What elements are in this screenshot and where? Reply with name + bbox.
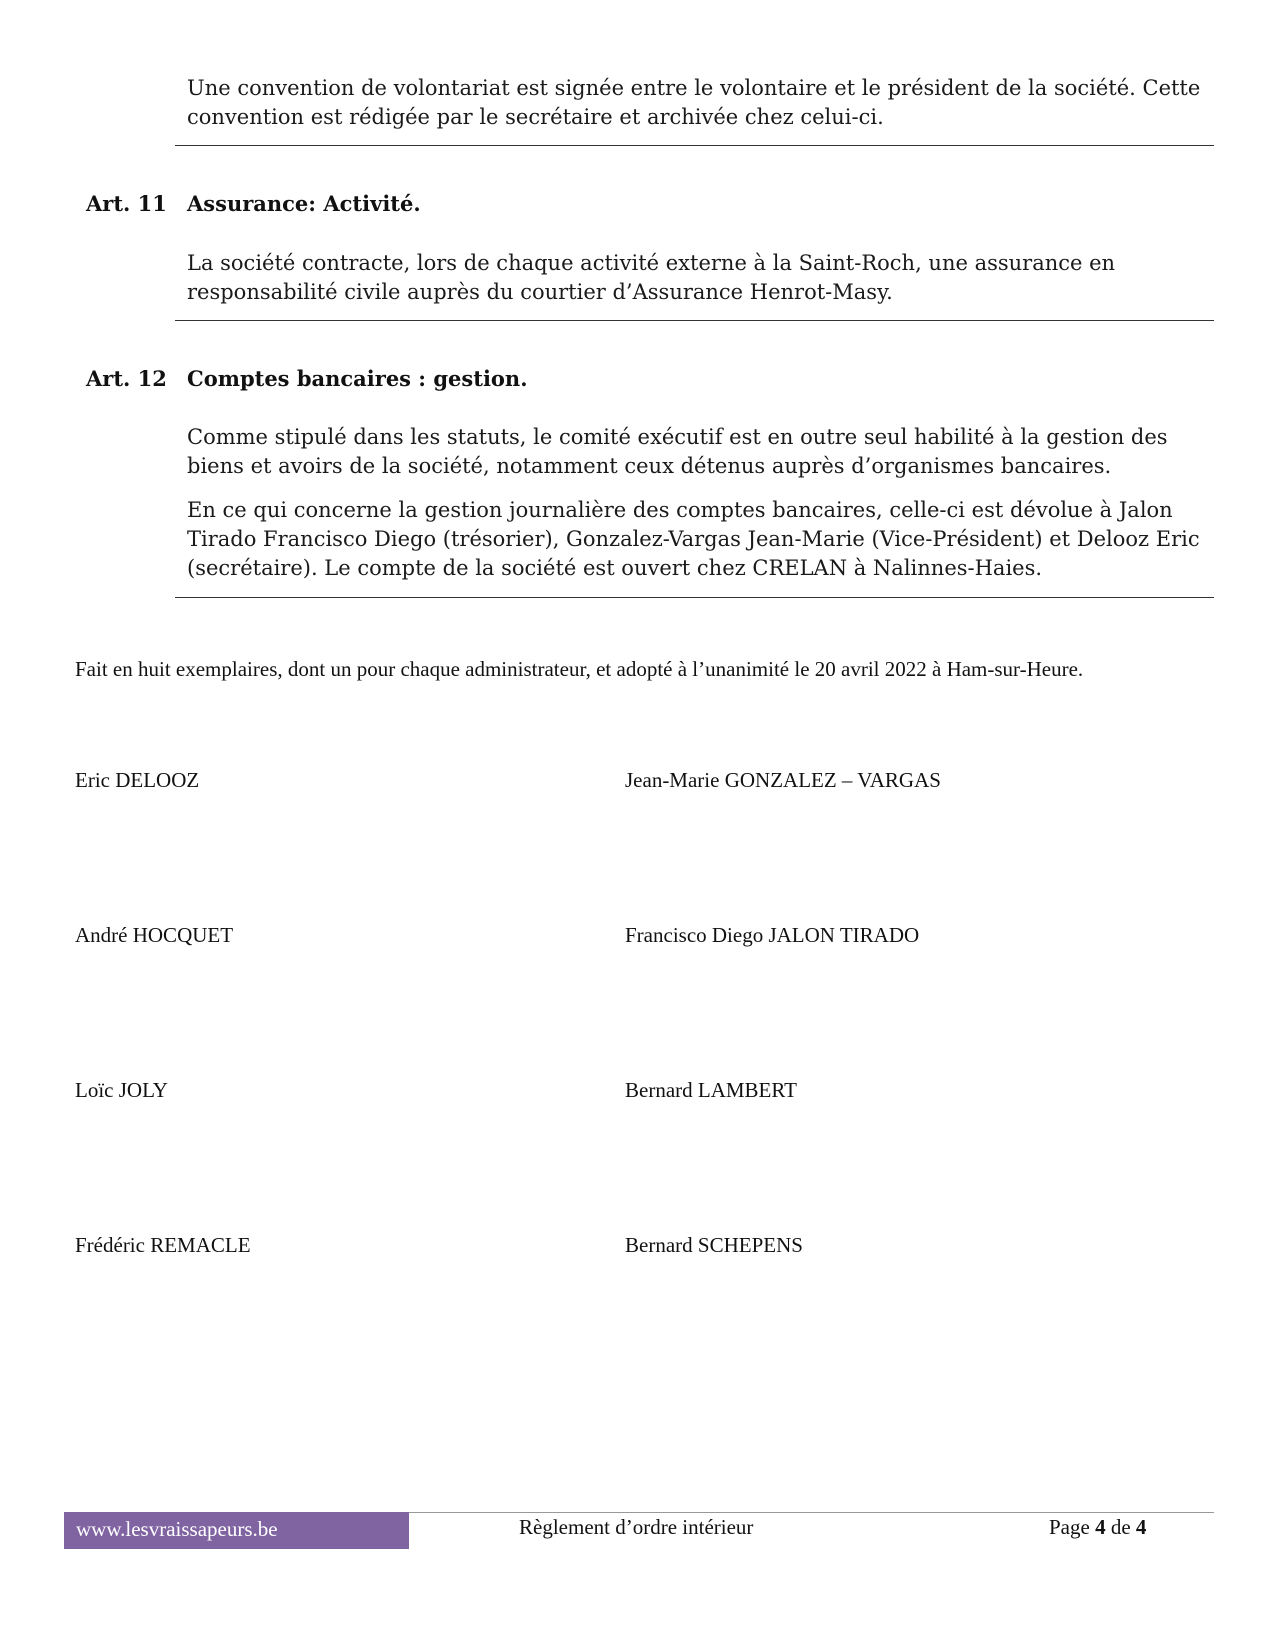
article-paragraph: Comme stipulé dans les statuts, le comité exécutif est en outre seul habilité à la gestion des biens et avoirs de la société, notamment ceux détenus auprès d’organismes bancaires. — [187, 425, 1168, 478]
signatory-name: Frédéric REMACLE — [75, 1233, 251, 1257]
signatory-name: Bernard SCHEPENS — [625, 1233, 803, 1257]
article-paragraph: La société contracte, lors de chaque activité externe à la Saint-Roch, une assurance en responsabilité civile auprès du courtier d’Assurance Henrot-Masy. — [187, 251, 1116, 304]
section-divider — [175, 320, 1214, 321]
footer-divider — [405, 1512, 1214, 1513]
article-number: Art. 12 — [86, 366, 167, 391]
page-separator: de — [1105, 1515, 1136, 1539]
footer-document-title: Règlement d’ordre intérieur — [519, 1515, 754, 1539]
page-current: 4 — [1095, 1515, 1106, 1539]
page-total: 4 — [1135, 1515, 1147, 1539]
page-prefix: Page — [1049, 1515, 1096, 1539]
signatory-name: Francisco Diego JALON TIRADO — [625, 923, 920, 947]
closing-statement: Fait en huit exemplaires, dont un pour chaque administrateur, et adopté à l’unanimité le 20 avril 2022 à Ham-sur-Heure. — [75, 657, 1084, 681]
section-divider — [175, 597, 1214, 598]
signatory-name: Eric DELOOZ — [75, 768, 200, 792]
section-divider — [175, 145, 1214, 146]
signatory-name: Jean-Marie GONZALEZ – VARGAS — [625, 768, 941, 792]
article-title: Comptes bancaires : gestion. — [187, 366, 528, 391]
footer-website-link[interactable]: www.lesvraissapeurs.be — [64, 1512, 409, 1549]
footer-page-number — [1049, 1515, 1146, 1540]
signatory-name: Loïc JOLY — [75, 1078, 168, 1102]
signatory-name: Bernard LAMBERT — [625, 1078, 797, 1102]
intro-paragraph: Une convention de volontariat est signée entre le volontaire et le président de la société. Cette convention est rédigée par le secrétaire et archivée chez celui-ci. — [187, 76, 1201, 129]
article-title: Assurance: Activité. — [187, 191, 421, 216]
article-paragraph: En ce qui concerne la gestion journalière des comptes bancaires, celle-ci est dévolue à Jalon Tirado Francisco Diego (trésorier), Gonzalez-Vargas Jean-Marie (Vice-Président) et Delooz Eric (secrétaire). Le compte de la société est ouvert chez CRELAN à Nalinnes-Haies. — [187, 498, 1200, 580]
article-number: Art. 11 — [86, 191, 167, 216]
signatory-name: André HOCQUET — [75, 923, 234, 947]
